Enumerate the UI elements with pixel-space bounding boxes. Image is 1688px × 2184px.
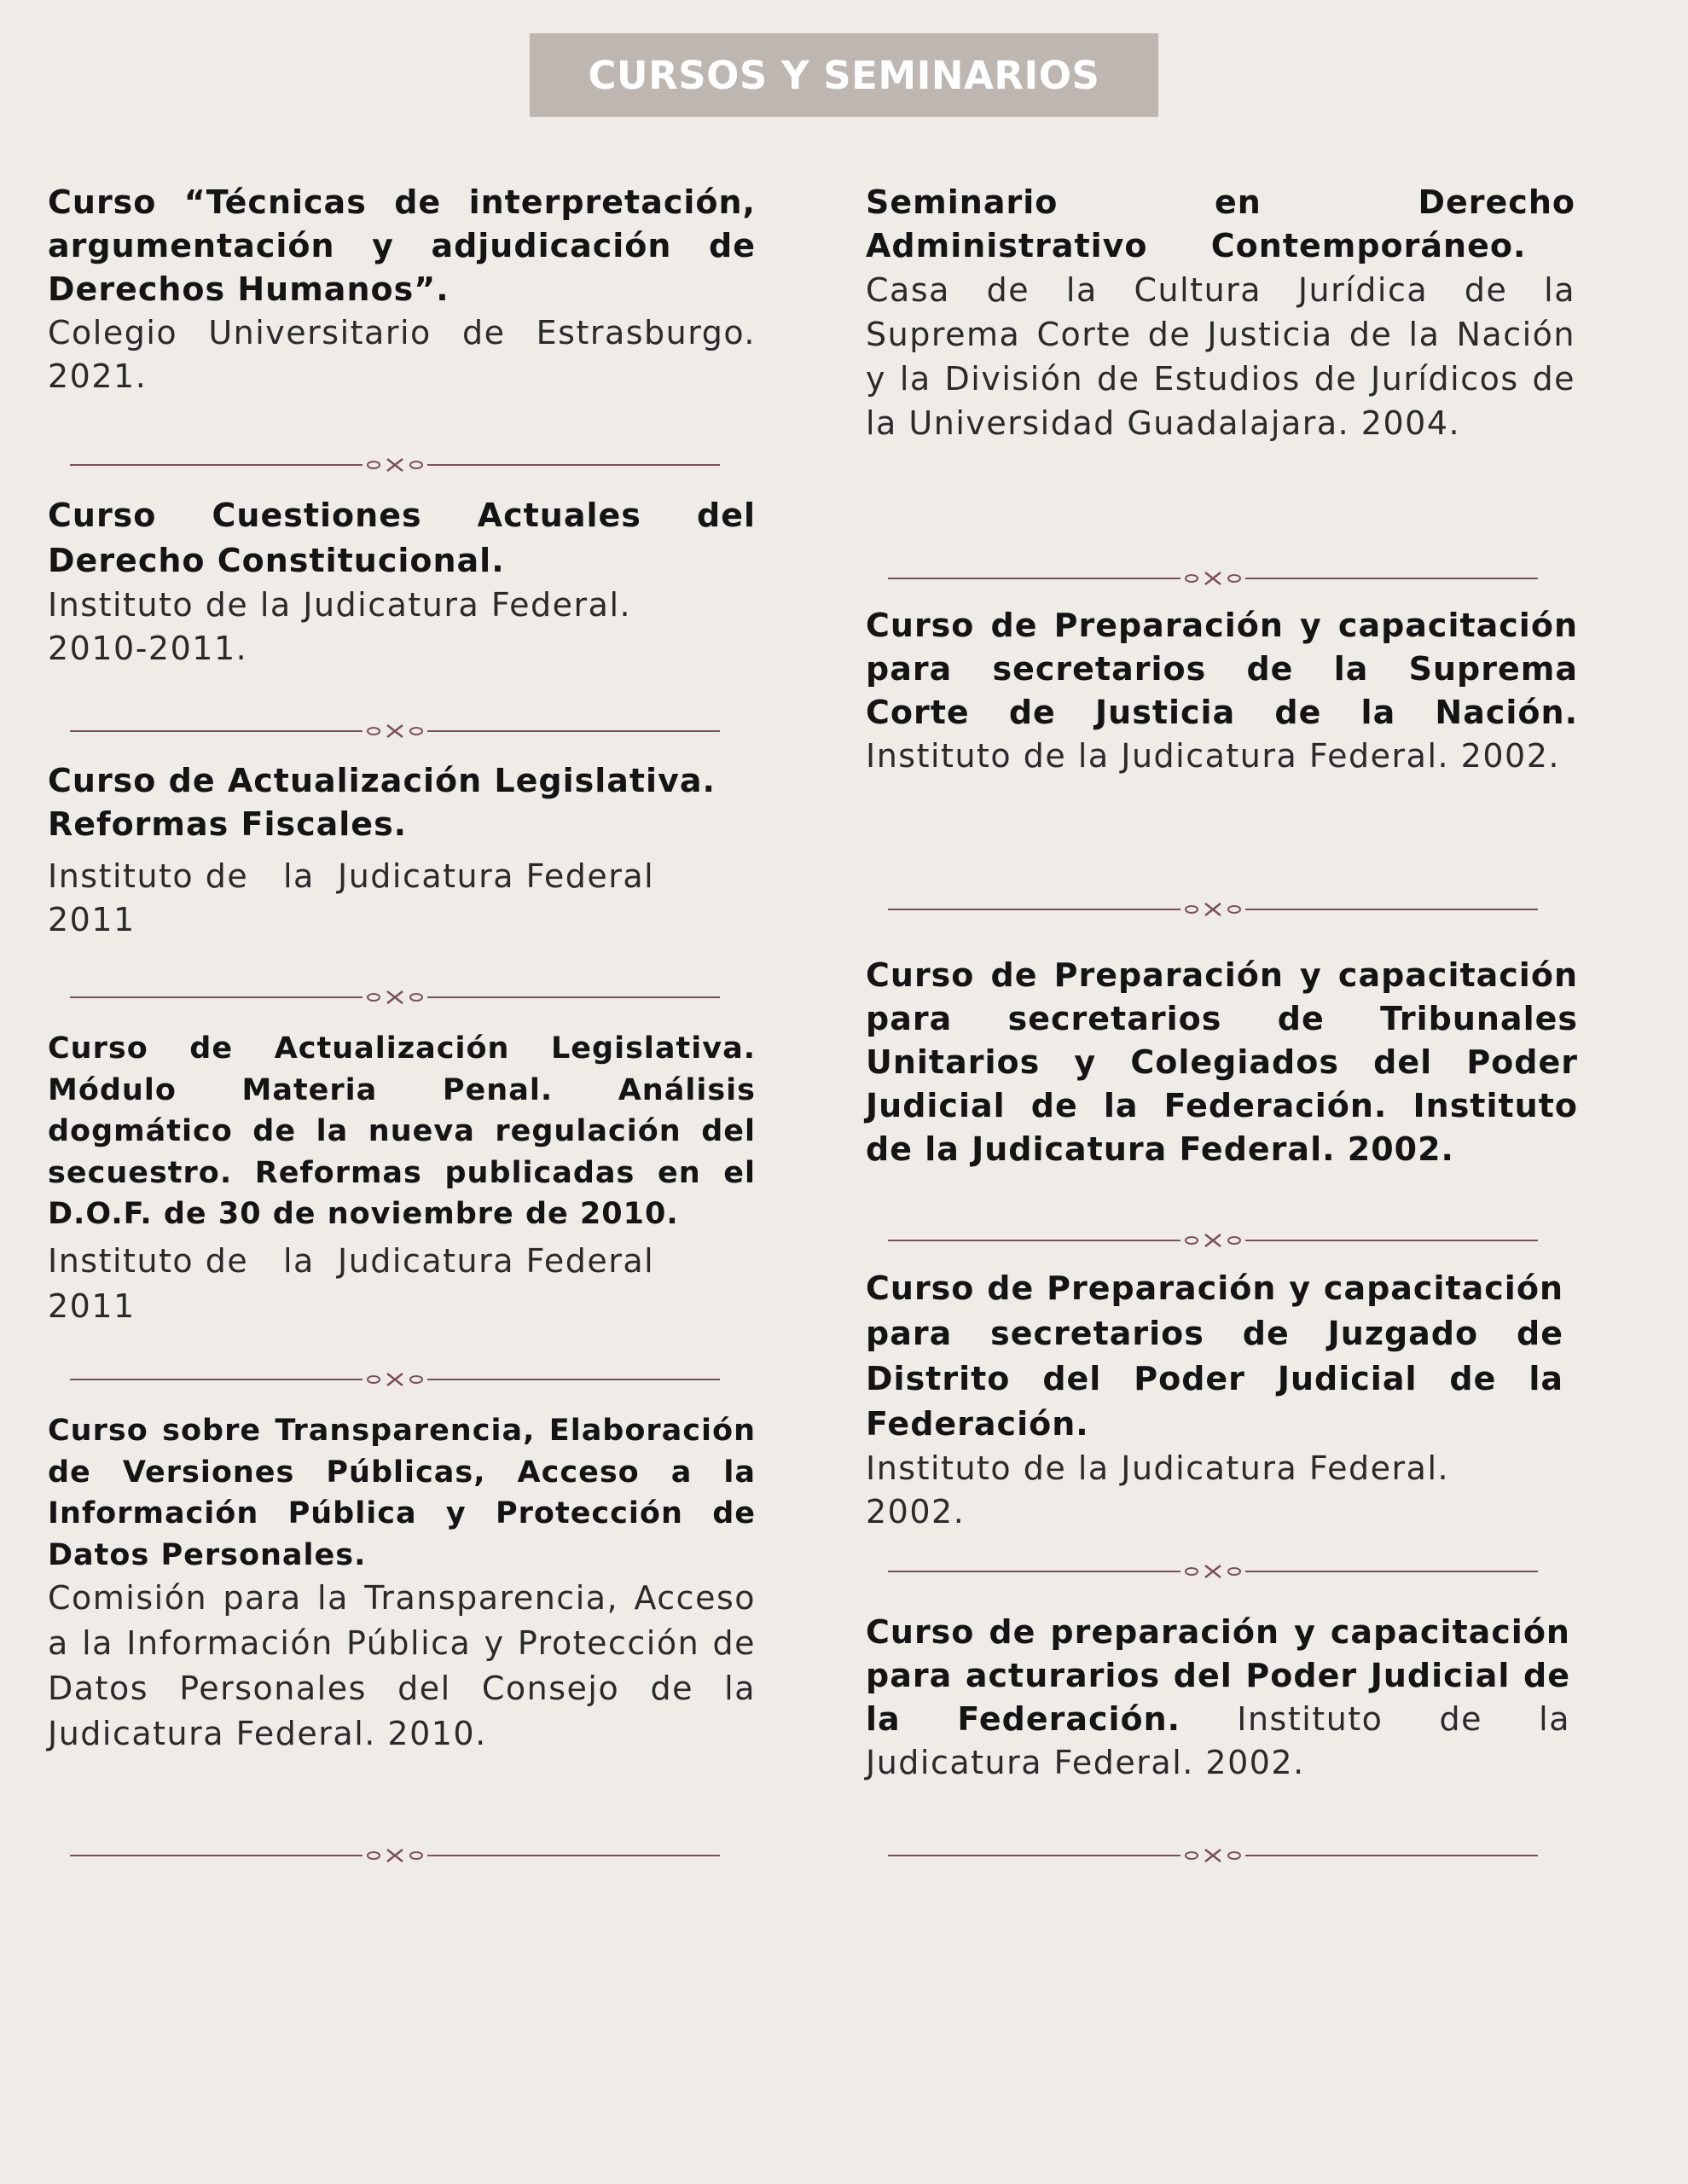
page-title: CURSOS Y SEMINARIOS <box>588 52 1100 98</box>
course-title: Curso Cuestiones Actuales del Derecho Constitucional. <box>48 497 756 579</box>
course-detail: Colegio Universitario de Estrasburgo. 2021. <box>48 314 756 395</box>
course-title: Curso “Técnicas de interpretación, argumentación y adjudicación de Derechos Humanos”. <box>48 183 756 308</box>
course-title: Curso de Preparación y capacitación para secretarios de Juzgado de Distrito del Poder Judicial de la Federación. <box>866 1269 1563 1443</box>
course-entry-8 <box>866 1266 1563 1534</box>
ornament-divider <box>888 901 1538 918</box>
course-title: Curso de preparación y capacitación para acturarios del Poder Judicial de la Federación. <box>866 1613 1570 1738</box>
course-entry-1 <box>48 181 756 398</box>
course-title: Curso sobre Transparencia, Elaboración de Versiones Públicas, Acceso a la Información Pública y Protección de Datos Personales. <box>48 1414 756 1572</box>
course-entry-3 <box>48 759 756 942</box>
course-title: Curso de Preparación y capacitación para secretarios de Tribunales Unitarios y Colegiados del Poder Judicial de la Federación. Instituto de la Judicatura Federal. 2002. <box>866 956 1578 1168</box>
ornament-divider <box>70 723 720 740</box>
course-entry-9 <box>866 1611 1570 1785</box>
ornament-divider <box>888 1847 1538 1864</box>
course-detail: Casa de la Cultura Jurídica de la Suprema Corte de Justicia de la Nación y la División de Estudios de Jurídicos de la Universidad Guadalajara. 2004. <box>866 271 1575 442</box>
course-detail: Instituto de la Judicatura Federal 2011 <box>48 857 666 938</box>
seminar-entry-1 <box>866 181 1575 445</box>
course-title: Seminario en Derecho Administrativo Contemporáneo. <box>866 183 1575 264</box>
course-detail: Instituto de la Judicatura Federal. 2002. <box>866 1700 1570 1781</box>
ornament-divider <box>888 570 1538 587</box>
course-detail: Instituto de la Judicatura Federal. 2010-2011. <box>48 586 632 667</box>
course-detail: Instituto de la Judicatura Federal 2011 <box>48 1241 666 1325</box>
course-detail: Comisión para la Transparencia, Acceso a la Información Pública y Protección de Datos Personales del Consejo de la Judicatura Federal. 2010. <box>48 1579 756 1752</box>
ornament-divider <box>70 989 720 1006</box>
ornament-divider <box>70 1371 720 1388</box>
ornament-divider <box>888 1232 1538 1249</box>
course-detail: Instituto de la Judicatura Federal. 2002. <box>866 1449 1450 1531</box>
ornament-divider <box>888 1563 1538 1580</box>
course-entry-4 <box>48 1028 756 1329</box>
course-title: Curso de Actualización Legislativa. Reformas Fiscales. <box>48 762 716 843</box>
course-detail: Instituto de la Judicatura Federal. 2002. <box>866 737 1560 775</box>
ornament-divider <box>70 1847 720 1864</box>
course-entry-5 <box>48 1410 756 1757</box>
course-entry-6 <box>866 604 1578 778</box>
course-entry-7 <box>866 954 1578 1171</box>
ornament-divider <box>70 456 720 473</box>
course-entry-2 <box>48 493 756 671</box>
course-title: Curso de Preparación y capacitación para secretarios de la Suprema Corte de Justicia de la Nación. <box>866 607 1578 731</box>
section-title-banner <box>530 33 1158 117</box>
course-title: Curso de Actualización Legislativa. Módulo Materia Penal. Análisis dogmático de la nueva regulación del secuestro. Reformas publicadas en el D.O.F. de 30 de noviembre de 2010. <box>48 1031 756 1231</box>
